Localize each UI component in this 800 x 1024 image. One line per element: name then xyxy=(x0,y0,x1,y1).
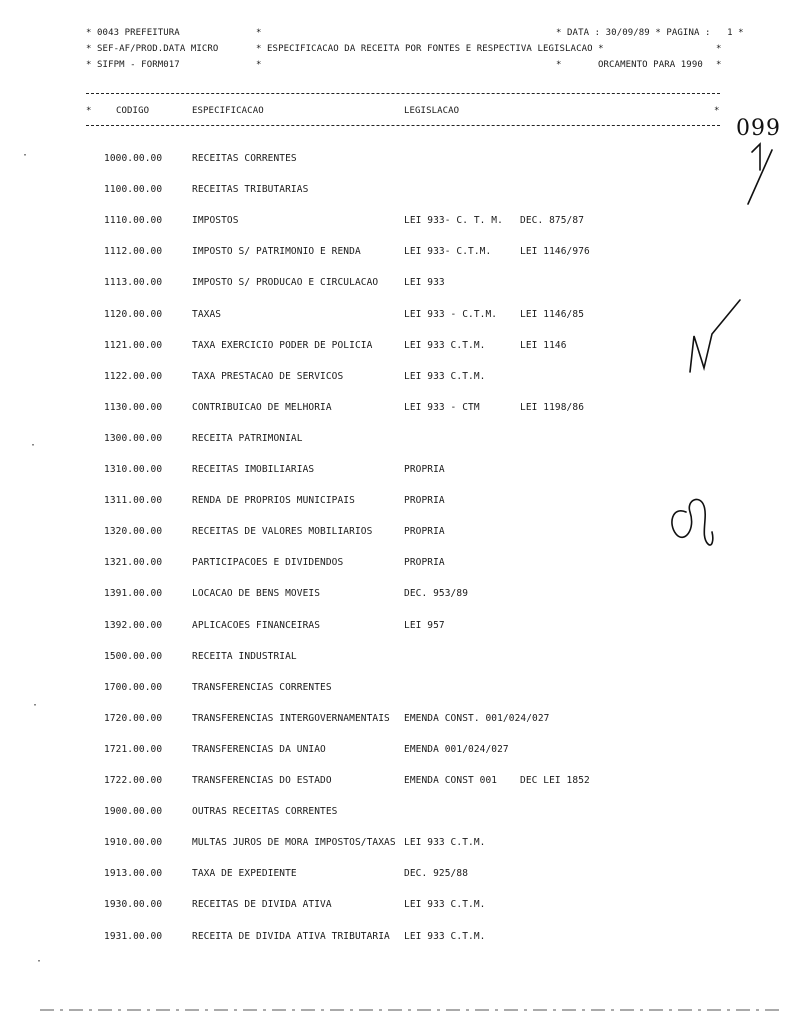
row-code: 1900.00.00 xyxy=(104,806,163,817)
row-description: LOCACAO DE BENS MOVEIS xyxy=(192,588,321,599)
row-legislation: LEI 933 - C.T.M. xyxy=(404,309,498,320)
column-header-star-left: * xyxy=(86,106,92,116)
column-legislacao: LEGISLACAO xyxy=(404,106,460,116)
header-date-page: * DATA : 30/09/89 * PAGINA : 1 * xyxy=(556,28,744,38)
row-code: 1120.00.00 xyxy=(104,309,163,320)
row-legislation: EMENDA 001/024/027 xyxy=(404,744,509,755)
row-code: 1310.00.00 xyxy=(104,464,163,475)
handwritten-signature-mark xyxy=(672,499,713,545)
row-description: RECEITA PATRIMONIAL xyxy=(192,433,303,444)
row-description: TRANSFERENCIAS DA UNIAO xyxy=(192,744,326,755)
row-description: RECEITA INDUSTRIAL xyxy=(192,651,297,662)
row-code: 1721.00.00 xyxy=(104,744,163,755)
row-legislation-secondary: LEI 1146 xyxy=(520,340,567,351)
row-description: APLICACOES FINANCEIRAS xyxy=(192,620,321,631)
row-legislation: DEC. 925/88 xyxy=(404,868,469,879)
column-codigo: CODIGO xyxy=(116,106,150,116)
row-legislation: LEI 933 C.T.M. xyxy=(404,899,486,910)
row-legislation: PROPRIA xyxy=(404,526,445,537)
row-code: 1931.00.00 xyxy=(104,931,163,942)
row-legislation-secondary: LEI 1146/976 xyxy=(520,246,590,257)
handwritten-initials-mark xyxy=(690,300,740,372)
header-org: * 0043 PREFEITURA xyxy=(86,28,180,38)
row-legislation: LEI 933 C.T.M. xyxy=(404,371,486,382)
header-form-id: * SIFPM - FORM017 xyxy=(86,60,180,70)
row-legislation: DEC. 953/89 xyxy=(404,588,469,599)
row-legislation: LEI 933 C.T.M. xyxy=(404,837,486,848)
scan-speck: · xyxy=(32,700,39,711)
row-legislation: EMENDA CONST. 001/024/027 xyxy=(404,713,550,724)
row-code: 1391.00.00 xyxy=(104,588,163,599)
scan-speck: · xyxy=(36,956,43,967)
row-description: PARTICIPACOES E DIVIDENDOS xyxy=(192,557,344,568)
row-legislation: LEI 933 xyxy=(404,277,445,288)
header-star-3: * xyxy=(716,44,722,54)
row-code: 1122.00.00 xyxy=(104,371,163,382)
row-code: 1300.00.00 xyxy=(104,433,163,444)
row-description: TAXA PRESTACAO DE SERVICOS xyxy=(192,371,344,382)
row-code: 1130.00.00 xyxy=(104,402,163,413)
row-code: 1311.00.00 xyxy=(104,495,163,506)
row-code: 1320.00.00 xyxy=(104,526,163,537)
header-star-4: * xyxy=(556,60,562,70)
header-star-5: * xyxy=(716,60,722,70)
column-header-star-right: * xyxy=(714,106,720,116)
row-legislation: LEI 933 - CTM xyxy=(404,402,480,413)
row-legislation: LEI 933- C.T.M. xyxy=(404,246,492,257)
row-code: 1121.00.00 xyxy=(104,340,163,351)
row-description: TAXAS xyxy=(192,309,222,320)
row-legislation-secondary: DEC. 875/87 xyxy=(520,215,585,226)
row-description: TAXA EXERCICIO PODER DE POLICIA xyxy=(192,340,373,351)
row-code: 1500.00.00 xyxy=(104,651,163,662)
row-legislation-secondary: DEC LEI 1852 xyxy=(520,775,590,786)
row-code: 1110.00.00 xyxy=(104,215,163,226)
row-code: 1720.00.00 xyxy=(104,713,163,724)
row-code: 1112.00.00 xyxy=(104,246,163,257)
header-star-2: * xyxy=(256,60,262,70)
row-legislation: LEI 957 xyxy=(404,620,445,631)
row-legislation: PROPRIA xyxy=(404,464,445,475)
scan-speck: · xyxy=(30,440,37,451)
handwritten-one-mark xyxy=(752,144,760,170)
header-report-title: * ESPECIFICACAO DA RECEITA POR FONTES E RESPECTIVA LEGISLACAO * xyxy=(256,44,604,54)
row-description: TRANSFERENCIAS CORRENTES xyxy=(192,682,332,693)
row-code: 1913.00.00 xyxy=(104,868,163,879)
header-department: * SEF-AF/PROD.DATA MICRO xyxy=(86,44,219,54)
row-code: 1113.00.00 xyxy=(104,277,163,288)
column-especificacao: ESPECIFICACAO xyxy=(192,106,264,116)
row-description: IMPOSTO S/ PATRIMONIO E RENDA xyxy=(192,246,361,257)
row-code: 1700.00.00 xyxy=(104,682,163,693)
row-code: 1100.00.00 xyxy=(104,184,163,195)
row-description: RECEITAS DE VALORES MOBILIARIOS xyxy=(192,526,373,537)
row-legislation: PROPRIA xyxy=(404,557,445,568)
row-description: MULTAS JUROS DE MORA IMPOSTOS/TAXAS xyxy=(192,837,396,848)
header-star-1: * xyxy=(256,28,262,38)
row-description: RECEITAS TRIBUTARIAS xyxy=(192,184,309,195)
row-description: RECEITAS DE DIVIDA ATIVA xyxy=(192,899,332,910)
row-code: 1000.00.00 xyxy=(104,153,163,164)
row-legislation-secondary: LEI 1146/85 xyxy=(520,309,585,320)
row-legislation: LEI 933- C. T. M. xyxy=(404,215,503,226)
row-description: TRANSFERENCIAS INTERGOVERNAMENTAIS xyxy=(192,713,390,724)
row-description: RENDA DE PROPRIOS MUNICIPAIS xyxy=(192,495,355,506)
row-description: OUTRAS RECEITAS CORRENTES xyxy=(192,806,338,817)
row-legislation: LEI 933 C.T.M. xyxy=(404,931,486,942)
row-description: IMPOSTO S/ PRODUCAO E CIRCULACAO xyxy=(192,277,379,288)
row-description: RECEITAS IMOBILIARIAS xyxy=(192,464,315,475)
row-code: 1392.00.00 xyxy=(104,620,163,631)
header-budget-year: ORCAMENTO PARA 1990 xyxy=(598,60,703,70)
row-description: TAXA DE EXPEDIENTE xyxy=(192,868,297,879)
row-description: RECEITAS CORRENTES xyxy=(192,153,297,164)
row-legislation: LEI 933 C.T.M. xyxy=(404,340,486,351)
row-description: TRANSFERENCIAS DO ESTADO xyxy=(192,775,332,786)
row-code: 1722.00.00 xyxy=(104,775,163,786)
row-code: 1321.00.00 xyxy=(104,557,163,568)
row-legislation: PROPRIA xyxy=(404,495,445,506)
row-description: CONTRIBUICAO DE MELHORIA xyxy=(192,402,332,413)
row-code: 1930.00.00 xyxy=(104,899,163,910)
row-description: RECEITA DE DIVIDA ATIVA TRIBUTARIA xyxy=(192,931,390,942)
row-legislation: EMENDA CONST 001 xyxy=(404,775,498,786)
page-number-stamp: 099 xyxy=(736,116,781,141)
row-code: 1910.00.00 xyxy=(104,837,163,848)
row-description: IMPOSTOS xyxy=(192,215,239,226)
scan-speck: · xyxy=(22,150,29,161)
row-legislation-secondary: LEI 1198/86 xyxy=(520,402,585,413)
